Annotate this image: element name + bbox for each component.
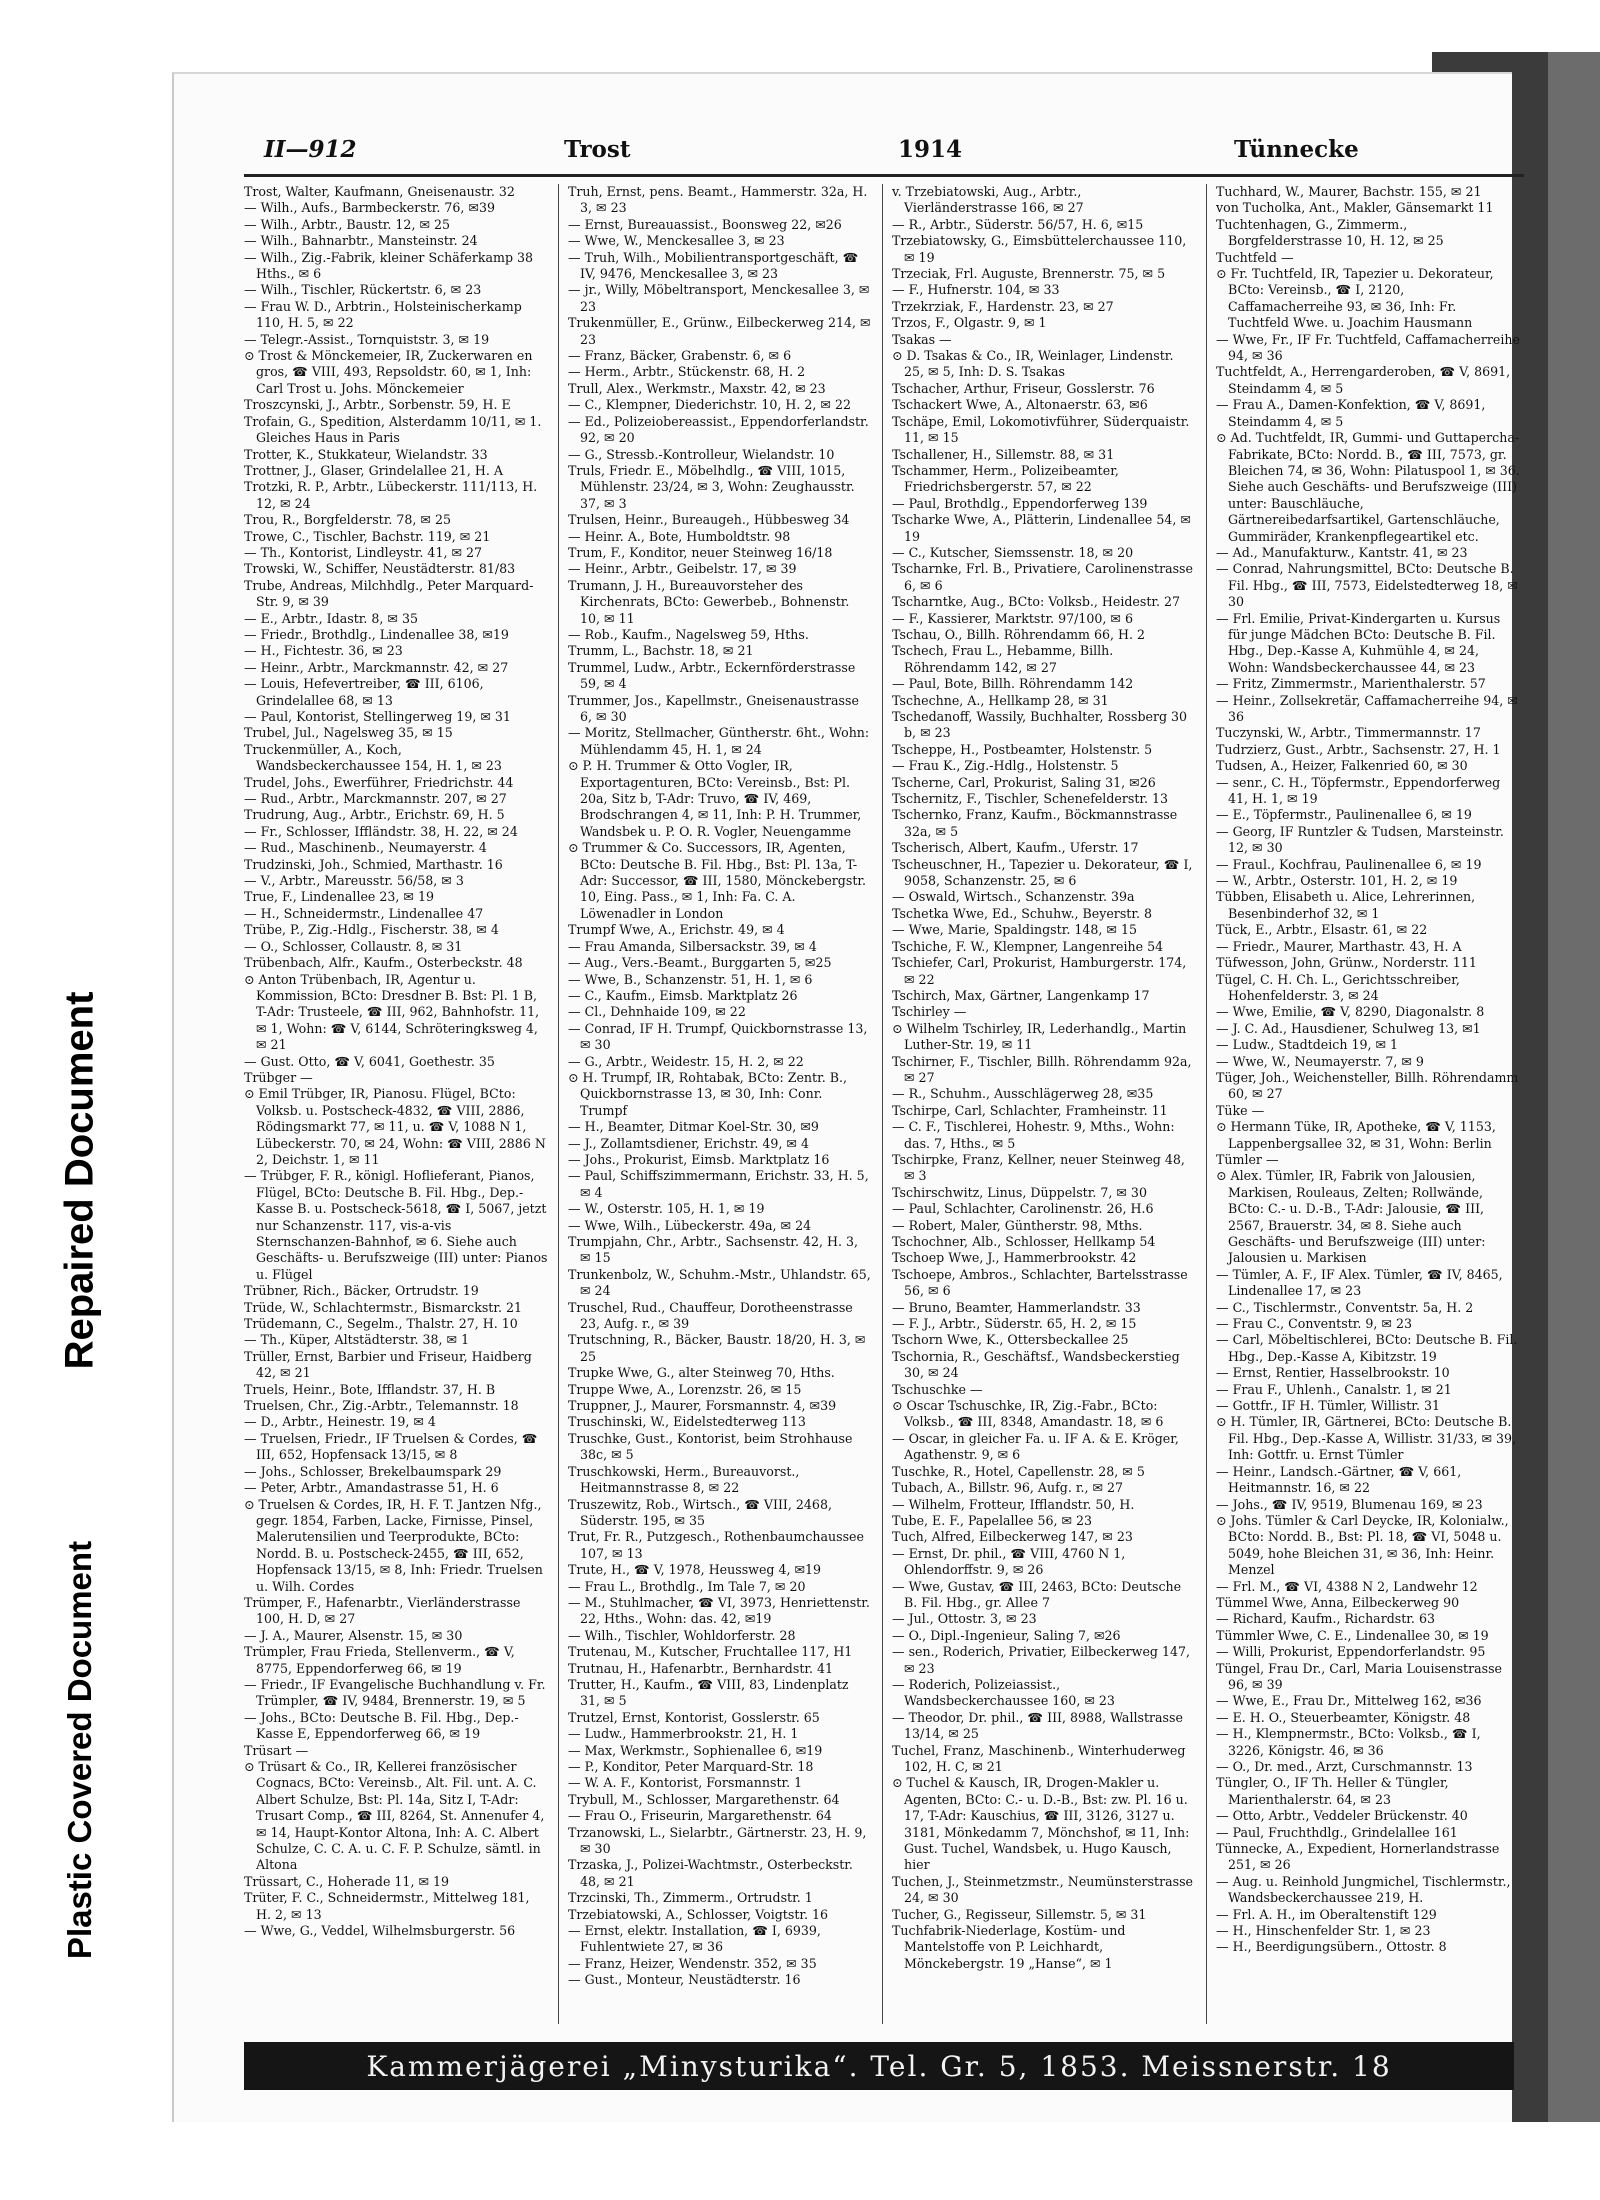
directory-entry: Trotter, K., Stukkateur, Wielandstr. 33 (244, 446, 488, 462)
directory-entry: Tschacher, Arthur, Friseur, Gosslerstr. 76 (892, 380, 1155, 396)
directory-entry: Truls, Friedr. E., Möbelhdlg., ☎ VIII, 1015, Mühlenstr. 23/24, ✉ 3, Wohn: Zeughausstr. 37, ✉ 3 (568, 462, 855, 511)
directory-entry: — J., Zollamtsdiener, Erichstr. 49, ✉ 4 (568, 1135, 809, 1151)
directory-entry: Truh, Ernst, pens. Beamt., Hammerstr. 32a, H. 3, ✉ 23 (568, 184, 868, 216)
directory-entry: — Wwe, Wilh., Lübeckerstr. 49a, ✉ 24 (568, 1217, 812, 1233)
directory-entry: Trofain, G., Spedition, Alsterdamm 10/11, ✉ 1. Gleiches Haus in Paris (244, 413, 542, 446)
directory-entry: — Wilh., Bahnarbtr., Mansteinstr. 24 (244, 233, 478, 249)
directory-entry: Tügel, C. H. Ch. L., Gerichtsschreiber, Hohenfelderstr. 3, ✉ 24 (1216, 971, 1460, 1003)
directory-columns (244, 184, 1524, 2034)
directory-entry: — M., Stuhlmacher, ☎ VI, 3973, Henriettenstr. 22, Hths., Wohn: das. 42, ✉19 (568, 1594, 870, 1627)
directory-entry: Truppe Wwe, A., Lorenzstr. 26, ✉ 15 (568, 1381, 802, 1397)
directory-entry: — Franz, Heizer, Wendenstr. 352, ✉ 35 (568, 1955, 817, 1971)
directory-entry: Truszewitz, Rob., Wirtsch., ☎ VIII, 2468, Süderstr. 195, ✉ 35 (568, 1496, 832, 1528)
directory-entry: Tschornia, R., Geschäftsf., Wandsbeckerstieg 30, ✉ 24 (892, 1348, 1180, 1381)
directory-entry: ⊙ P. H. Trummer & Otto Vogler, IR, Exportagenturen, BCto: Vereinsb., Bst: Pl. 20a, Sitz b, T-Adr: Truvo, ☎ IV, 469, Brodschrangen 4, ✉ 11, Inh: P. H. Trummer, Wandsbek u. P. O. R. Vogler, Neuengamme (568, 758, 862, 839)
directory-entry: Tschirpke, Franz, Kellner, neuer Steinweg 48, ✉ 3 (892, 1151, 1185, 1184)
directory-entry: Tüngel, Frau Dr., Carl, Maria Louisenstrasse 96, ✉ 39 (1216, 1660, 1502, 1692)
directory-entry: — C., Tischlermstr., Conventstr. 5a, H. 2 (1216, 1299, 1474, 1315)
directory-entry: ⊙ Oscar Tschuschke, IR, Zig.-Fabr., BCto: Volksb., ☎ III, 8348, Amandastr. 18, ✉ 6 (892, 1398, 1164, 1430)
directory-entry: ⊙ Johs. Tümler & Carl Deycke, IR, Kolonialw., BCto: Nordd. B., Bst: Pl. 18, ☎ VI, 5048 u. 5049, hohe Bleichen 31, ✉ 36, Inh: Heinr. Menzel (1216, 1512, 1509, 1578)
directory-entry: ⊙ Trost & Mönckemeier, IR, Zuckerwaren en gros, ☎ VIII, 493, Repsoldstr. 60, ✉ 1, Inh: Carl Trost u. Johs. Mönckemeier (244, 348, 533, 396)
column-1 (244, 184, 548, 2034)
directory-entry: ⊙ H. Tümler, IR, Gärtnerei, BCto: Deutsche B. Fil. Hbg., Dep.-Kasse A, Willistr. 31/33, ✉ 39, Inh: Gottfr. u. Ernst Tümler (1216, 1414, 1517, 1463)
directory-entry: Trzebiatowski, A., Schlosser, Voigtstr. 16 (568, 1906, 829, 1922)
directory-entry: Tüke — (1216, 1102, 1265, 1118)
directory-entry: Trudel, Johs., Ewerführer, Friedrichstr. 44 (244, 774, 514, 790)
directory-entry: Tünnecke, A., Expedient, Hornerlandstrasse 251, ✉ 26 (1216, 1841, 1500, 1873)
directory-entry: Trutenau, M., Kutscher, Fruchtallee 117, H1 (568, 1644, 853, 1660)
first-entry-keyword: Trost (564, 136, 631, 163)
advertisement-banner: Kammerjägerei „Minysturika“. Tel. Gr. 5, 1853. Meissnerstr. 18 (244, 2042, 1514, 2090)
directory-entry: — Frau W. D., Arbtrin., Holsteinischerkamp 110, H. 5, ✉ 22 (244, 298, 522, 331)
directory-entry: — Johs., ☎ IV, 9519, Blumenau 169, ✉ 23 (1216, 1496, 1483, 1512)
directory-entry: — W., Arbtr., Osterstr. 101, H. 2, ✉ 19 (1216, 873, 1458, 889)
directory-entry: Tschallener, H., Sillemstr. 88, ✉ 31 (892, 446, 1115, 462)
directory-entry: — Willi, Prokurist, Eppendorferlandstr. 95 (1216, 1644, 1486, 1660)
directory-entry: — Conrad, Nahrungsmittel, BCto: Deutsche B. Fil. Hbg., ☎ III, 7573, Eidelstedterweg 18, ✉ 30 (1216, 561, 1518, 610)
directory-entry: — Bruno, Beamter, Hammerlandstr. 33 (892, 1299, 1141, 1315)
directory-entry: — Paul, Fruchthdlg., Grindelallee 161 (1216, 1824, 1458, 1840)
directory-entry: — Paul, Brothdlg., Eppendorferweg 139 (892, 495, 1148, 511)
directory-entry: Trybull, M., Schlosser, Margarethenstr. 64 (568, 1791, 840, 1807)
directory-entry: Tschedanoff, Wassily, Buchhalter, Rossberg 30 b, ✉ 23 (892, 709, 1188, 741)
directory-entry: — Frau K., Zig.-Hdlg., Holstenstr. 5 (892, 758, 1119, 774)
directory-entry: Trute, H., ☎ V, 1978, Heussweg 4, ✉19 (568, 1562, 822, 1578)
directory-entry: ⊙ Emil Trübger, IR, Pianosu. Flügel, BCto: Volksb. u. Postscheck-4832, ☎ VIII, 2886, Rödingsmarkt 77, ✉ 11, u. ☎ V, 1088 N 1, Lübeckerstr. 70, ✉ 24, Wohn: ☎ VIII, 2886 N 2, Deichstr. 1, ✉ 11 (244, 1086, 546, 1167)
directory-entry: Trummer, Jos., Kapellmstr., Gneisenaustrasse 6, ✉ 30 (568, 692, 859, 724)
directory-entry: — Wilh., Arbtr., Baustr. 12, ✉ 25 (244, 216, 451, 232)
directory-entry: — Louis, Hefevertreiber, ☎ III, 6106, Grindelallee 68, ✉ 13 (244, 676, 484, 708)
directory-entry: Truschke, Gust., Kontorist, beim Strohhause 38c, ✉ 5 (568, 1430, 853, 1463)
directory-entry: — Johs., Prokurist, Eimsb. Marktplatz 16 (568, 1151, 830, 1167)
directory-entry: — F., Kassierer, Marktstr. 97/100, ✉ 6 (892, 610, 1133, 626)
directory-entry: — Fritz, Zimmermstr., Marienthalerstr. 57 (1216, 676, 1486, 692)
directory-entry: Tuchel, Franz, Maschinenb., Winterhuderweg 102, H. C, ✉ 21 (892, 1742, 1186, 1774)
directory-entry: ⊙ Fr. Tuchtfeld, IR, Tapezier u. Dekorateur, BCto: Vereinsb., ☎ I, 2120, Caffamacherreihe 93, ✉ 36, Inh: Fr. Tuchtfeld Wwe. u. Joachim Hausmann (1216, 266, 1494, 331)
directory-entry: — Heinr. A., Bote, Humboldtstr. 98 (568, 528, 791, 544)
directory-entry: Tscharnke, Frl. B., Privatiere, Carolinenstrasse 6, ✉ 6 (892, 561, 1193, 593)
directory-entry: Tschernitz, F., Tischler, Schenefelderstr. 13 (892, 791, 1169, 807)
directory-entry: — F. J., Arbtr., Süderstr. 65, H. 2, ✉ 15 (892, 1316, 1137, 1332)
directory-entry: Trüde, W., Schlachtermstr., Bismarckstr. 21 (244, 1299, 523, 1315)
directory-entry: Tudsen, A., Heizer, Falkenried 60, ✉ 30 (1216, 758, 1468, 774)
directory-entry: ⊙ Anton Trübenbach, IR, Agentur u. Kommission, BCto: Dresdner B. Bst: Pl. 1 B, T-Adr: Trusteele, ☎ III, 962, Bahnhofstr. 11, ✉ 1, Wohn: ☎ V, 6144, Schröteringksweg 4, ✉ 21 (244, 971, 540, 1053)
directory-entry: Tschoep Wwe, J., Hammerbrookstr. 42 (892, 1250, 1137, 1266)
directory-entry: Tscheppe, H., Postbeamter, Holstenstr. 5 (892, 741, 1153, 757)
directory-entry: Trumpjahn, Chr., Arbtr., Sachsenstr. 42, H. 3, ✉ 15 (568, 1234, 858, 1266)
directory-entry: Tschernko, Franz, Kaufm., Böckmannstrasse 32a, ✉ 5 (892, 807, 1178, 839)
directory-entry: — Frau A., Damen-Konfektion, ☎ V, 8691, Steindamm 4, ✉ 5 (1216, 397, 1486, 429)
directory-entry: — Paul, Bote, Billh. Röhrendamm 142 (892, 676, 1134, 692)
directory-entry: ⊙ Wilhelm Tschirley, IR, Lederhandlg., Martin Luther-Str. 19, ✉ 11 (892, 1020, 1187, 1053)
directory-entry: Tscherne, Carl, Prokurist, Saling 31, ✉26 (892, 774, 1156, 790)
directory-entry: — C., Klempner, Diederichstr. 10, H. 2, ✉ 22 (568, 397, 851, 413)
directory-entry: Trzebiatowsky, G., Eimsbüttelerchaussee 110, ✉ 19 (892, 233, 1187, 265)
directory-entry: Trümpler, Frau Frieda, Stellenverm., ☎ V, 8775, Eppendorferweg 66, ✉ 19 (244, 1644, 515, 1676)
directory-entry: Trüller, Ernst, Barbier und Friseur, Haidberg 42, ✉ 21 (244, 1348, 532, 1381)
directory-entry: — O., Dr. med., Arzt, Curschmannstr. 13 (1216, 1759, 1473, 1774)
directory-entry: — Richard, Kaufm., Richardstr. 63 (1216, 1611, 1435, 1627)
directory-entry: — Robert, Maler, Güntherstr. 98, Mths. (892, 1217, 1143, 1233)
directory-entry: — Carl, Möbeltischlerei, BCto: Deutsche B. Fil. Hbg., Dep.-Kasse A, Kibitzstr. 19 (1216, 1332, 1518, 1364)
directory-entry: Trowe, C., Tischler, Bachstr. 119, ✉ 21 (244, 528, 491, 544)
directory-entry: Tscharntke, Aug., BCto: Volksb., Heidestr. 27 (892, 594, 1181, 610)
directory-entry: — Aug. u. Reinhold Jungmichel, Tischlermstr., Wandsbeckerchaussee 219, H. (1216, 1873, 1511, 1906)
directory-entry: Tuch, Alfred, Eilbeckerweg 147, ✉ 23 (892, 1529, 1133, 1545)
directory-entry: Trumm, L., Bachstr. 18, ✉ 21 (568, 643, 754, 659)
directory-entry: Trübner, Rich., Bäcker, Ortrudstr. 19 (244, 1283, 479, 1299)
directory-entry: ⊙ Ad. Tuchtfeldt, IR, Gummi- und Guttapercha-Fabrikate, BCto: Nordd. B., ☎ III, 7573, gr. Bleichen 74, ✉ 36, Wohn: Pilatuspool 1, ✉ 36. Siehe auch Geschäfts- und Berufszweige (III) unter: Bauschläuche, Gärtnereibedarfsartikel, Gartenschläuche, Gummiräder, Krankenpflegeartikel etc. (1216, 430, 1520, 544)
directory-entry: — E., Töpfermstr., Paulinenallee 6, ✉ 19 (1216, 807, 1472, 823)
directory-entry: — H., Beamter, Ditmar Koel-Str. 30, ✉9 (568, 1119, 819, 1135)
column-4 (1216, 184, 1520, 2034)
directory-entry: Trübenbach, Alfr., Kaufm., Osterbeckstr. 48 (244, 955, 523, 971)
column-divider (882, 184, 883, 2024)
directory-entry: Tschirner, F., Tischler, Billh. Röhrendamm 92a, ✉ 27 (892, 1053, 1192, 1085)
directory-entry: — Heinr., Zollsekretär, Caffamacherreihe 94, ✉ 36 (1216, 692, 1518, 724)
page-number: II—912 (264, 136, 357, 163)
directory-entry: True, F., Lindenallee 23, ✉ 19 (244, 889, 434, 905)
directory-entry: — Fraul., Kochfrau, Paulinenallee 6, ✉ 19 (1216, 856, 1482, 872)
directory-entry: — Paul, Kontorist, Stellingerweg 19, ✉ 31 (244, 709, 511, 724)
directory-entry: Trull, Alex., Werkmstr., Maxstr. 42, ✉ 23 (568, 380, 826, 396)
directory-entry: Tuchen, J., Steinmetzmstr., Neumünsterstrasse 24, ✉ 30 (892, 1873, 1193, 1906)
directory-entry: Trost, Walter, Kaufmann, Gneisenaustr. 32 (244, 184, 515, 199)
directory-entry: Trupke Wwe, G., alter Steinweg 70, Hths. (568, 1365, 835, 1381)
directory-entry: — Truelsen, Friedr., IF Truelsen & Cordes, ☎ III, 652, Hopfensack 13/15, ✉ 8 (244, 1430, 538, 1463)
directory-entry: Truschkowski, Herm., Bureauvorst., Heitmannstrasse 8, ✉ 22 (568, 1463, 800, 1496)
repaired-document-text: Repaired Document (57, 991, 102, 1369)
directory-entry: — Oscar, in gleicher Fa. u. IF A. & E. Kröger, Agathenstr. 9, ✉ 6 (892, 1430, 1179, 1463)
directory-entry: — Wwe, W., Neumayerstr. 7, ✉ 9 (1216, 1053, 1424, 1069)
directory-entry: — Cl., Dehnhaide 109, ✉ 22 (568, 1004, 746, 1020)
directory-entry: — Truh, Wilh., Mobilientransportgeschäft, ☎ IV, 9476, Menckesallee 3, ✉ 23 (568, 249, 859, 282)
directory-entry: — W., Osterstr. 105, H. 1, ✉ 19 (568, 1201, 765, 1217)
directory-entry: — Peter, Arbtr., Amandastrasse 51, H. 6 (244, 1480, 499, 1496)
directory-entry: Tschirpe, Carl, Schlachter, Framheinstr. 11 (892, 1102, 1168, 1118)
directory-entry: — Wilh., Zig.-Fabrik, kleiner Schäferkamp 38 Hths., ✉ 6 (244, 249, 534, 282)
directory-entry: Tschäpe, Emil, Lokomotivführer, Süderquaistr. 11, ✉ 15 (892, 413, 1190, 446)
directory-entry: — H., Schneidermstr., Lindenallee 47 (244, 905, 484, 921)
column-divider (558, 184, 559, 2024)
directory-entry: — Herm., Arbtr., Stückenstr. 68, H. 2 (568, 364, 806, 380)
directory-entry: — Gottfr., IF H. Tümler, Willistr. 31 (1216, 1398, 1440, 1414)
directory-entry: Trübger — (244, 1069, 313, 1085)
directory-entry: Tschackert Wwe, A., Altonaerstr. 63, ✉6 (892, 397, 1148, 413)
directory-entry: Trutzel, Ernst, Kontorist, Gosslerstr. 65 (568, 1709, 820, 1725)
directory-entry: — Ed., Polizeiobereassist., Eppendorferlandstr. 92, ✉ 20 (568, 413, 869, 446)
directory-entry: Tschetka Wwe, Ed., Schuhw., Beyerstr. 8 (892, 905, 1152, 921)
scanner-bar-light (1548, 52, 1600, 2122)
directory-entry: Tuchtfeld — (1216, 249, 1294, 265)
directory-entry: — Paul, Schlachter, Carolinenstr. 26, H.6 (892, 1201, 1154, 1217)
directory-entry: — Heinr., Arbtr., Marckmannstr. 42, ✉ 27 (244, 659, 509, 675)
directory-entry: — Ernst, elektr. Installation, ☎ I, 6939, Fuhlentwiete 27, ✉ 36 (568, 1923, 821, 1955)
directory-entry: Tschammer, Herm., Polizeibeamter, Friedrichsbergerstr. 57, ✉ 22 (892, 462, 1119, 495)
directory-entry: v. Trzebiatowski, Aug., Arbtr., Vierländerstrasse 166, ✉ 27 (892, 184, 1084, 216)
directory-entry: — Friedr., Maurer, Marthastr. 43, H. A (1216, 938, 1462, 954)
directory-entry: Trou, R., Borgfelderstr. 78, ✉ 25 (244, 512, 451, 528)
directory-entry: — Wilh., Tischler, Wohldorferstr. 28 (568, 1627, 796, 1643)
directory-entry: Tuchhard, W., Maurer, Bachstr. 155, ✉ 21 (1216, 184, 1482, 199)
directory-entry: Trunkenbolz, W., Schuhm.-Mstr., Uhlandstr. 65, ✉ 24 (568, 1266, 871, 1299)
directory-entry: Truckenmüller, A., Koch, Wandsbeckerchaussee 154, H. 1, ✉ 23 (244, 741, 502, 774)
directory-entry: Trowski, W., Schiffer, Neustädterstr. 81/83 (244, 561, 516, 577)
directory-entry: Tüfwesson, John, Grünw., Norderstr. 111 (1216, 955, 1477, 971)
directory-entry: Tümler — (1216, 1151, 1279, 1167)
directory-entry: Tück, E., Arbtr., Elsastr. 61, ✉ 22 (1216, 922, 1428, 938)
directory-entry: Tüger, Joh., Weichensteller, Billh. Röhrendamm 60, ✉ 27 (1216, 1069, 1519, 1102)
directory-entry: — O., Dipl.-Ingenieur, Saling 7, ✉26 (892, 1627, 1121, 1643)
directory-entry: ⊙ H. Trumpf, IR, Rohtabak, BCto: Zentr. B., Quickbornstrasse 13, ✉ 30, Inh: Conr. Trumpf (568, 1069, 848, 1118)
directory-entry: — H., Hinschenfelder Str. 1, ✉ 23 (1216, 1923, 1431, 1939)
directory-entry: — Frl. M., ☎ VI, 4388 N 2, Landwehr 12 (1216, 1578, 1478, 1594)
directory-entry: — Theodor, Dr. phil., ☎ III, 8988, Wallstrasse 13/14, ✉ 25 (892, 1709, 1183, 1742)
directory-entry: Trummel, Ludw., Arbtr., Eckernförderstrasse 59, ✉ 4 (568, 659, 856, 692)
directory-entry: — H., Fichtestr. 36, ✉ 23 (244, 643, 403, 659)
directory-entry: Trubel, Jul., Nagelsweg 35, ✉ 15 (244, 725, 453, 741)
directory-entry: Trottner, J., Glaser, Grindelallee 21, H. A (244, 462, 503, 478)
directory-entry: Trüdemann, C., Segelm., Thalstr. 27, H. 10 (244, 1316, 518, 1332)
directory-entry: Trotzki, R. P., Arbtr., Lübeckerstr. 111/113, H. 12, ✉ 24 (244, 479, 538, 511)
directory-entry: — R., Schuhm., Ausschlägerweg 28, ✉35 (892, 1086, 1154, 1102)
directory-entry: — Wwe, Marie, Spaldingstr. 148, ✉ 15 (892, 922, 1137, 938)
directory-entry: — senr., C. H., Töpfermstr., Eppendorferweg 41, H. 1, ✉ 19 (1216, 774, 1501, 807)
directory-entry: Trümper, F., Hafenarbtr., Vierländerstrasse 100, H. D, ✉ 27 (244, 1594, 521, 1627)
directory-entry: — Rob., Kaufm., Nagelsweg 59, Hths. (568, 626, 809, 642)
directory-entry: — Frl. Emilie, Privat-Kindergarten u. Kursus für junge Mädchen BCto: Deutsche B. Fil. Hbg., Dep.-Kasse A, Kuhmühle 4, ✉ 24, Wohn: Wandsbeckerchaussee 44, ✉ 23 (1216, 610, 1501, 675)
directory-entry: Trut, Fr. R., Putzgesch., Rothenbaumchaussee 107, ✉ 13 (568, 1529, 864, 1561)
directory-entry: — Wwe, Fr., IF Fr. Tuchtfeld, Caffamacherreihe 94, ✉ 36 (1216, 331, 1520, 364)
directory-entry: Trutschning, R., Bäcker, Baustr. 18/20, H. 3, ✉ 25 (568, 1332, 866, 1364)
directory-entry: — H., Beerdigungsübern., Ottostr. 8 (1216, 1939, 1447, 1955)
directory-entry: — C. F., Tischlerei, Hohestr. 9, Mths., Wohn: das. 7, Hths., ✉ 5 (892, 1119, 1175, 1151)
directory-entry: Truschinski, W., Eidelstedterweg 113 (568, 1414, 806, 1430)
directory-entry: — J. C. Ad., Hausdiener, Schulweg 13, ✉1 (1216, 1020, 1481, 1036)
directory-entry: — Heinr., Landsch.-Gärtner, ☎ V, 661, Heitmannstr. 16, ✉ 22 (1216, 1463, 1462, 1496)
directory-entry: ⊙ Trummer & Co. Successors, IR, Agenten, BCto: Deutsche B. Fil. Hbg., Bst: Pl. 13a, T-Adr: Successor, ☎ III, 1580, Mönckebergstr. 10, Eing. Pass., ✉ 1, Inh: Fa. C. A. Löwenadler in London (568, 840, 867, 921)
directory-entry: Tschiefer, Carl, Prokurist, Hamburgerstr. 174, ✉ 22 (892, 955, 1187, 987)
directory-entry: — Frau L., Brothdlg., Im Tale 7, ✉ 20 (568, 1578, 806, 1594)
directory-entry: — Gust. Otto, ☎ V, 6041, Goethestr. 35 (244, 1053, 495, 1069)
directory-entry: Truels, Heinr., Bote, Ifflandstr. 37, H. B (244, 1381, 496, 1397)
directory-entry: Tscherisch, Albert, Kaufm., Uferstr. 17 (892, 840, 1139, 856)
directory-entry: Tschorn Wwe, K., Ottersbeckallee 25 (892, 1332, 1129, 1348)
directory-entry: Trutter, H., Kaufm., ☎ VIII, 83, Lindenplatz 31, ✉ 5 (568, 1676, 849, 1709)
directory-entry: Trutnau, H., Hafenarbtr., Bernhardstr. 41 (568, 1660, 834, 1676)
directory-entry: ⊙ D. Tsakas & Co., IR, Weinlager, Lindenstr. 25, ✉ 5, Inh: D. S. Tsakas (892, 348, 1174, 380)
directory-entry: — V., Arbtr., Mareusstr. 56/58, ✉ 3 (244, 873, 464, 889)
directory-entry: — Ernst, Dr. phil., ☎ VIII, 4760 N 1, Ohlendorffstr. 9, ✉ 26 (892, 1545, 1126, 1578)
directory-entry: ⊙ Trüsart & Co., IR, Kellerei französischer Cognacs, BCto: Vereinsb., Alt. Fil. unt. A. C. Albert Schulze, Bst: Pl. 14a, Sitz I, T-Adr: Trusart Comp., ☎ III, 8264, St. Annenufer 4, ✉ 14, Haupt-Kontor Altona, Inh: A. C. Albert Schulze, C. C. A. u. C. F. P. Schulze, sämtl. in Altona (244, 1759, 545, 1873)
directory-entry: Truschel, Rud., Chauffeur, Dorotheenstrasse 23, Aufg. r., ✉ 39 (568, 1299, 853, 1332)
last-entry-keyword: Tünnecke (1234, 136, 1359, 163)
directory-entry: — Max, Werkmstr., Sophienallee 6, ✉19 (568, 1742, 823, 1758)
directory-entry: — C., Kaufm., Eimsb. Marktplatz 26 (568, 987, 798, 1003)
directory-entry: — Paul, Schiffszimmermann, Erichstr. 33, H. 5, ✉ 4 (568, 1168, 869, 1200)
directory-entry: Trukenmüller, E., Grünw., Eilbeckerweg 214, ✉ 23 (568, 315, 871, 347)
directory-entry: — Telegr.-Assist., Tornquiststr. 3, ✉ 19 (244, 331, 490, 347)
directory-entry: — Tümler, A. F., IF Alex. Tümler, ☎ IV, 8465, Lindenallee 17, ✉ 23 (1216, 1266, 1503, 1299)
directory-entry: Trumpf Wwe, A., Erichstr. 49, ✉ 4 (568, 922, 785, 938)
directory-entry: — Frau C., Conventstr. 9, ✉ 23 (1216, 1316, 1413, 1332)
directory-page (172, 72, 1520, 2122)
directory-entry: — Wwe, Gustav, ☎ III, 2463, BCto: Deutsche B. Fil. Hbg., gr. Allee 7 (892, 1578, 1182, 1610)
directory-entry: Tscharke Wwe, A., Plätterin, Lindenallee 54, ✉ 19 (892, 512, 1191, 544)
directory-entry: — sen., Roderich, Privatier, Eilbeckerweg 147, ✉ 23 (892, 1644, 1191, 1676)
directory-entry: — R., Arbtr., Süderstr. 56/57, H. 6, ✉15 (892, 216, 1144, 232)
directory-entry: — W. A. F., Kontorist, Forsmannstr. 1 (568, 1775, 803, 1791)
directory-entry: Tschirley — (892, 1004, 967, 1020)
directory-entry: Trumann, J. H., Bureauvorsteher des Kirchenrats, BCto: Gewerbeb., Bohnenstr. 10, ✉ 11 (568, 577, 850, 626)
column-3 (892, 184, 1196, 2034)
directory-entry: — E. H. O., Steuerbeamter, Königstr. 48 (1216, 1709, 1471, 1725)
directory-entry: Trube, Andreas, Milchhdlg., Peter Marquard-Str. 9, ✉ 39 (244, 577, 534, 610)
directory-entry: Tscheuschner, H., Tapezier u. Dekorateur, ☎ I, 9058, Schanzenstr. 25, ✉ 6 (892, 856, 1193, 889)
column-2 (568, 184, 872, 2034)
directory-entry: — Aug., Vers.-Beamt., Burggarten 5, ✉25 (568, 955, 832, 971)
directory-entry: — Rud., Arbtr., Marckmannstr. 207, ✉ 27 (244, 791, 507, 807)
directory-entry: Tschuschke — (892, 1381, 983, 1397)
directory-entry: — D., Arbtr., Heinestr. 19, ✉ 4 (244, 1414, 436, 1430)
directory-entry: — G., Arbtr., Weidestr. 15, H. 2, ✉ 22 (568, 1053, 804, 1069)
directory-entry: Trum, F., Konditor, neuer Steinweg 16/18 (568, 544, 833, 560)
directory-entry: — Moritz, Stellmacher, Güntherstr. 6ht., Wohn: Mühlendamm 45, H. 1, ✉ 24 (568, 725, 870, 757)
directory-entry: Trzeciak, Frl. Auguste, Brennerstr. 75, ✉ 5 (892, 266, 1166, 282)
directory-entry: — Wilh., Aufs., Barmbeckerstr. 76, ✉39 (244, 200, 496, 216)
directory-entry: Tschirschwitz, Linus, Düppelstr. 7, ✉ 30 (892, 1184, 1147, 1200)
directory-entry: Trüsart — (244, 1742, 309, 1758)
directory-entry: — Fr., Schlosser, Iffländstr. 38, H. 22, ✉ 24 (244, 823, 518, 839)
directory-entry: — Th., Kontorist, Lindleystr. 41, ✉ 27 (244, 544, 483, 560)
directory-entry: — J. A., Maurer, Alsenstr. 15, ✉ 30 (244, 1627, 463, 1643)
directory-entry: Trzekrziak, F., Hardenstr. 23, ✉ 27 (892, 298, 1114, 314)
directory-entry: Trübe, P., Zig.-Hdlg., Fischerstr. 38, ✉ 4 (244, 922, 499, 938)
directory-entry: Tschirch, Max, Gärtner, Langenkamp 17 (892, 987, 1150, 1003)
directory-entry: von Tucholka, Ant., Makler, Gänsemarkt 11 (1216, 200, 1494, 216)
directory-entry: Tuchtfeldt, A., Herrengarderoben, ☎ V, 8691, Steindamm 4, ✉ 5 (1216, 364, 1511, 396)
plastic-covered-label (0, 1300, 160, 2200)
directory-entry: Trüssart, C., Hoherade 11, ✉ 19 (244, 1873, 450, 1889)
directory-entry: — Johs., Schlosser, Brekelbaumspark 29 (244, 1463, 502, 1479)
directory-entry: Tuschke, R., Hotel, Capellenstr. 28, ✉ 5 (892, 1463, 1145, 1479)
directory-entry: Tsakas — (892, 331, 952, 347)
directory-entry: — H., Klempnermstr., BCto: Volksb., ☎ I, 3226, Königstr. 46, ✉ 36 (1216, 1726, 1481, 1758)
directory-entry: — Frl. A. H., im Oberaltenstift 129 (1216, 1906, 1437, 1922)
directory-entry: ⊙ Truelsen & Cordes, IR, H. F. T. Jantzen Nfg., gegr. 1854, Farben, Lacke, Firnisse, Pinsel, Malerutensilien und Teerprodukte, BCto: Nordd. B. u. Postscheck-2455, ☎ III, 652, Hopfensack 13/15, ✉ 8, Inh: Friedr. Truelsen u. Wilh. Cordes (244, 1496, 543, 1594)
directory-entry: — Wwe, W., Menckesallee 3, ✉ 23 (568, 233, 785, 249)
directory-entry: — F., Hufnerstr. 104, ✉ 33 (892, 282, 1060, 298)
directory-entry: Tschiche, F. W., Klempner, Langenreihe 54 (892, 938, 1164, 954)
directory-entry: Truppner, J., Maurer, Forsmannstr. 4, ✉39 (568, 1398, 837, 1414)
directory-entry: — Jul., Ottostr. 3, ✉ 23 (892, 1611, 1037, 1627)
directory-entry: Trzaska, J., Polizei-Wachtmstr., Osterbeckstr. 48, ✉ 21 (568, 1857, 853, 1889)
directory-entry: — Wwe, G., Veddel, Wilhelmsburgerstr. 56 (244, 1923, 516, 1939)
directory-entry: Tümmler Wwe, C. E., Lindenallee 30, ✉ 19 (1216, 1627, 1489, 1643)
directory-entry: Tudrzierz, Gust., Arbtr., Sachsenstr. 27, H. 1 (1216, 741, 1501, 757)
directory-entry: — Rud., Maschinenb., Neumayerstr. 4 (244, 840, 487, 856)
directory-entry: — Ludw., Hammerbrookstr. 21, H. 1 (568, 1726, 799, 1742)
directory-entry: ⊙ Hermann Tüke, IR, Apotheke, ☎ V, 1153, Lappenbergsallee 32, ✉ 31, Wohn: Berlin (1216, 1119, 1496, 1151)
directory-entry: Tuchtenhagen, G., Zimmerm., Borgfelderstrasse 10, H. 12, ✉ 25 (1216, 216, 1444, 249)
directory-entry: — Johs., BCto: Deutsche B. Fil. Hbg., Dep.-Kasse E, Eppendorferweg 66, ✉ 19 (244, 1709, 519, 1742)
directory-entry: — Ad., Manufakturw., Kantstr. 41, ✉ 23 (1216, 544, 1468, 560)
directory-entry: — Friedr., Brothdlg., Lindenallee 38, ✉19 (244, 626, 509, 642)
directory-entry: — Trübger, F. R., königl. Hoflieferant, Pianos, Flügel, BCto: Deutsche B. Fil. Hbg., Dep.-Kasse B. u. Postscheck-5618, ☎ I, 5067, jetzt nur Schanzenstr. 117, vis-a-vis Sternschanzen-Bahnhof, ✉ 6. Siehe auch Geschäfts- u. Berufszweige (III) unter: Pianos u. Flügel (244, 1168, 548, 1282)
directory-entry: Trudrung, Aug., Arbtr., Erichstr. 69, H. 5 (244, 807, 505, 823)
directory-entry: Troszcynski, J., Arbtr., Sorbenstr. 59, H. E (244, 397, 511, 413)
directory-entry: — G., Stressb.-Kontrolleur, Wielandstr. 10 (568, 446, 835, 462)
directory-entry: Trudzinski, Joh., Schmied, Marthastr. 16 (244, 856, 503, 872)
directory-entry: Tubach, A., Billstr. 96, Aufg. r., ✉ 27 (892, 1480, 1124, 1496)
directory-entry: — Frau Amanda, Silbersackstr. 39, ✉ 4 (568, 938, 817, 954)
directory-entry: Tübben, Elisabeth u. Alice, Lehrerinnen, Besenbinderhof 32, ✉ 1 (1216, 889, 1476, 921)
directory-entry: — Ernst, Rentier, Hasselbrookstr. 10 (1216, 1365, 1450, 1381)
directory-entry: Tschoepe, Ambros., Schlachter, Bartelsstrasse 56, ✉ 6 (892, 1266, 1188, 1299)
directory-entry: — Roderich, Polizeiassist., Wandsbeckerchaussee 160, ✉ 23 (892, 1676, 1115, 1709)
directory-entry: Tümmel Wwe, Anna, Eilbeckerweg 90 (1216, 1594, 1460, 1610)
directory-entry: Tucher, G., Regisseur, Sillemstr. 5, ✉ 31 (892, 1906, 1147, 1922)
header-rule (244, 174, 1524, 177)
directory-entry: — P., Konditor, Peter Marquard-Str. 18 (568, 1759, 814, 1774)
directory-entry: — Conrad, IF H. Trumpf, Quickbornstrasse 13, ✉ 30 (568, 1020, 868, 1053)
directory-entry: Tschochner, Alb., Schlosser, Hellkamp 54 (892, 1234, 1156, 1249)
column-divider (1206, 184, 1207, 2024)
directory-entry: Trzcinski, Th., Zimmerm., Ortrudstr. 1 (568, 1890, 813, 1906)
directory-entry: ⊙ Alex. Tümler, IR, Fabrik von Jalousien, Markisen, Rouleaus, Zelten; Rollwände, BCto: C.- u. D.-B., T-Adr: Jalousie, ☎ III, 2567, Brauerstr. 34, ✉ 8. Siehe auch Geschäfts- und Berufszweige (III) unter: Jalousien u. Markisen (1216, 1168, 1486, 1266)
directory-entry: — C., Kutscher, Siemssenstr. 18, ✉ 20 (892, 544, 1134, 560)
running-head (264, 136, 1524, 170)
directory-entry: — Ludw., Stadtdeich 19, ✉ 1 (1216, 1037, 1399, 1053)
directory-entry: Tschech, Frau L., Hebamme, Billh. Röhrendamm 142, ✉ 27 (892, 643, 1114, 675)
directory-entry: — Frau F., Uhlenh., Canalstr. 1, ✉ 21 (1216, 1381, 1452, 1397)
directory-entry: — jr., Willy, Möbeltransport, Menckesallee 3, ✉ 23 (568, 282, 870, 314)
directory-entry: Trzanowski, L., Sielarbtr., Gärtnerstr. 23, H. 9, ✉ 30 (568, 1824, 867, 1857)
directory-entry: Tschau, O., Billh. Röhrendamm 66, H. 2 (892, 626, 1146, 642)
directory-entry: — Wilhelm, Frotteur, Ifflandstr. 50, H. (892, 1496, 1135, 1512)
directory-entry: Trzos, F., Olgastr. 9, ✉ 1 (892, 315, 1047, 331)
directory-entry: Trüter, F. C., Schneidermstr., Mittelweg 181, H. 2, ✉ 13 (244, 1890, 530, 1922)
plastic-covered-text: Plastic Covered Document (61, 1540, 98, 1960)
directory-entry: — Frau O., Friseurin, Margarethenstr. 64 (568, 1808, 832, 1824)
directory-entry: Tschechne, A., Hellkamp 28, ✉ 31 (892, 692, 1109, 708)
year: 1914 (898, 136, 963, 163)
directory-entry: — Gust., Monteur, Neustädterstr. 16 (568, 1972, 801, 1988)
directory-entry: — Friedr., IF Evangelische Buchhandlung v. Fr. Trümpler, ☎ IV, 9484, Brennerstr. 19, ✉ 5 (244, 1676, 546, 1709)
directory-entry: Tüngler, O., IF Th. Heller & Tüngler, Marienthalerstr. 64, ✉ 23 (1216, 1775, 1449, 1807)
directory-entry: Tuczynski, W., Arbtr., Timmermannstr. 17 (1216, 725, 1481, 741)
directory-entry: — Ernst, Bureauassist., Boonsweg 22, ✉26 (568, 216, 842, 232)
directory-entry: Tuchfabrik-Niederlage, Kostüm- und Mantelstoffe von P. Leichhardt, Mönckebergstr. 19 „Hanse“, ✉ 1 (892, 1923, 1126, 1971)
directory-entry: Trulsen, Heinr., Bureaugeh., Hübbesweg 34 (568, 512, 850, 528)
directory-entry: — O., Schlosser, Collaustr. 8, ✉ 31 (244, 938, 463, 954)
directory-entry: — Wwe, B., Schanzenstr. 51, H. 1, ✉ 6 (568, 971, 813, 987)
directory-entry: Tube, E. F., Papelallee 56, ✉ 23 (892, 1512, 1093, 1528)
directory-entry: — Wilh., Tischler, Rückertstr. 6, ✉ 23 (244, 282, 482, 298)
directory-entry: — Oswald, Wirtsch., Schanzenstr. 39a (892, 889, 1135, 905)
directory-entry: — Heinr., Arbtr., Geibelstr. 17, ✉ 39 (568, 561, 797, 577)
directory-entry: — Wwe, Emilie, ☎ V, 8290, Diagonalstr. 8 (1216, 1004, 1485, 1020)
directory-entry: — Franz, Bäcker, Grabenstr. 6, ✉ 6 (568, 348, 792, 364)
directory-entry: — E., Arbtr., Idastr. 8, ✉ 35 (244, 610, 418, 626)
directory-entry: — Otto, Arbtr., Veddeler Brückenstr. 40 (1216, 1808, 1468, 1824)
directory-entry: Truelsen, Chr., Zig.-Arbtr., Telemannstr. 18 (244, 1398, 519, 1414)
directory-entry: — Georg, IF Runtzler & Tudsen, Marsteinstr. 12, ✉ 30 (1216, 823, 1504, 856)
directory-entry: — Wwe, E., Frau Dr., Mittelweg 162, ✉36 (1216, 1693, 1482, 1709)
directory-entry: — Th., Küper, Altstädterstr. 38, ✉ 1 (244, 1332, 470, 1348)
directory-entry: ⊙ Tuchel & Kausch, IR, Drogen-Makler u. Agenten, BCto: C.- u. D.-B., Bst: zw. Pl. 16 u. 17, T-Adr: Kauschius, ☎ III, 3126, 3127 u. 3181, Mönkedamm 7, Mönchshof, ✉ 11, Inh: Gust. Tuchel, Wandsbek, u. Hugo Kausch, hier (892, 1775, 1190, 1873)
